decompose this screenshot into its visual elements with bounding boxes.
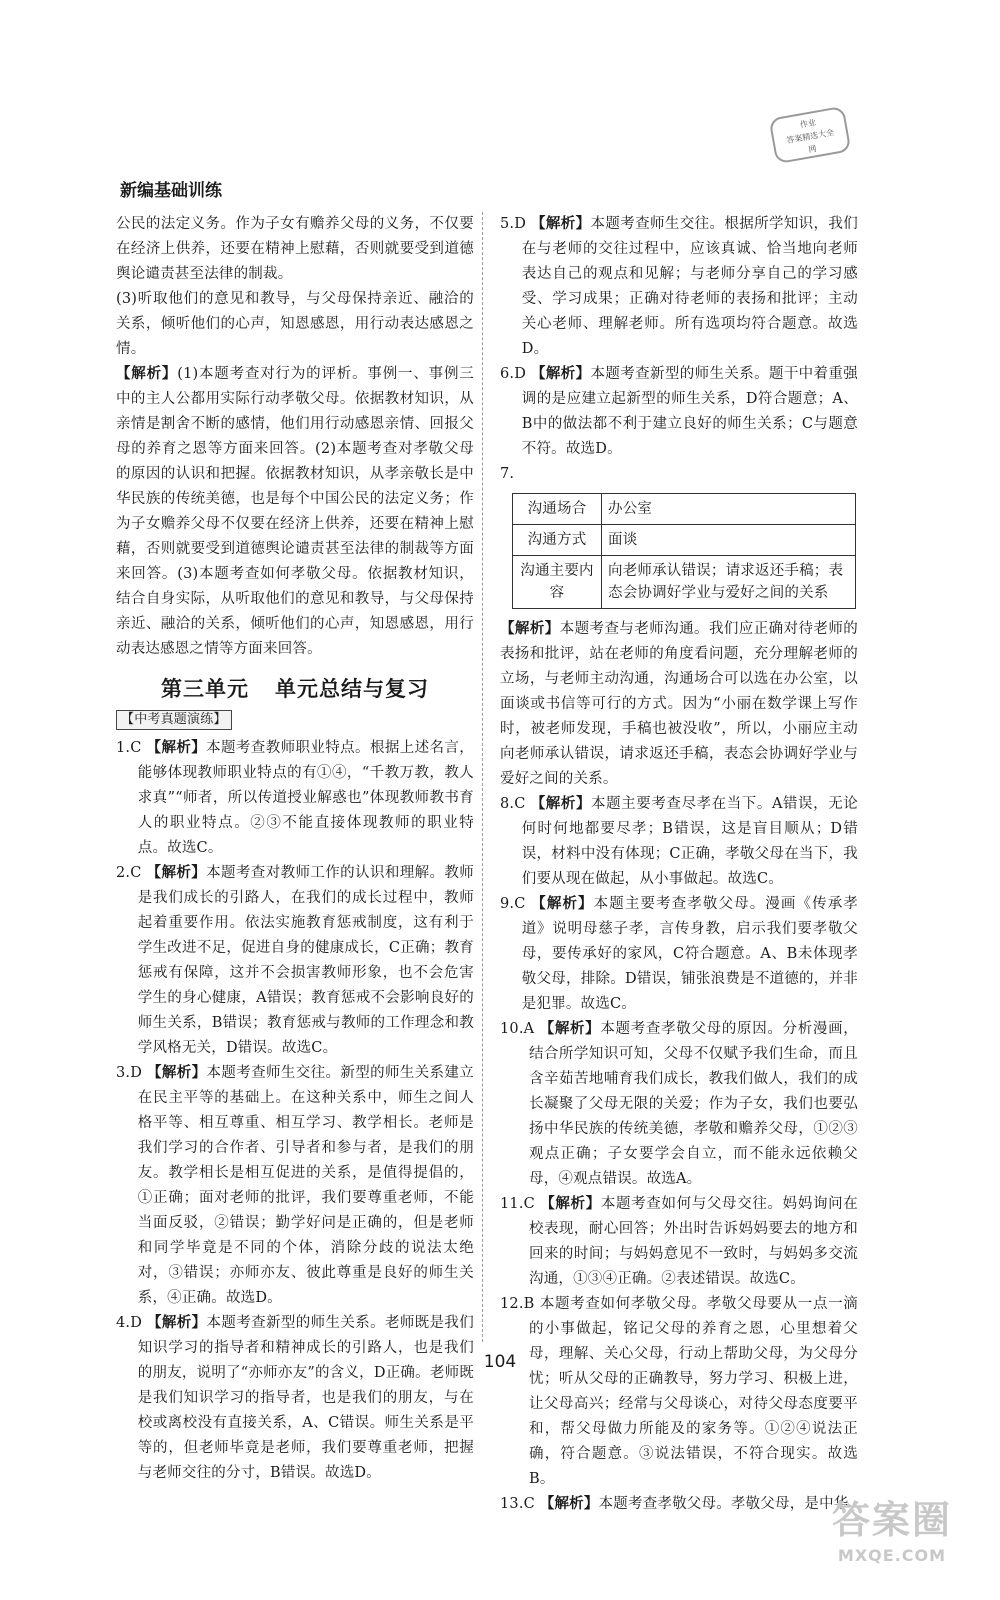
analysis-paragraph xyxy=(116,362,474,662)
answer-continuation: 公民的法定义务。作为子女有赡养父母的义务，不仅要在经济上供养，还要在精神上慰藉，否则就要受到道德舆论谴责甚至法律的制裁。 xyxy=(116,216,474,282)
answer-item: 10.A 【解析】本题考查孝敬父母的原因。分析漫画，结合所学知识可知，父母不仅赋予我们生命，而且含辛茹苦地哺育我们成长，教我们做人，我们的成长凝聚了父母无限的关爱；作为子女，我们也要弘扬中华民族的传统美德，孝敬和赡养父母，①②③观点正确；子女要学会自立，而不能永远依赖父母，④观点错误。故选A。 xyxy=(500,1021,858,1187)
table-key: 沟通主要内容 xyxy=(513,556,602,609)
exam-practice-subheading: 【中考真题演练】 xyxy=(116,710,232,730)
answer-item: 12.B 本题考查如何孝敬父母。孝敬父母要从一点一滴的小事做起，铭记父母的养育之恩，心里想着父母，理解、关心父母，行动上帮助父母，为父母分忧；听从父母的正确教导，努力学习、积极上进，让父母高兴；经常与父母谈心，对待父母态度要平和，帮父母做力所能及的家务等。①②④说法正确，符合题意。③说法错误，不符合现实。故选B。 xyxy=(500,1296,859,1487)
table-value: 办公室 xyxy=(602,494,856,525)
answer-item-7-analysis: 【解析】本题考查与老师沟通。我们应正确对待老师的表扬和批评，站在老师的角度看问题，充分理解老师的立场，与老师主动沟通，沟通场合可以选在办公室，以面谈或书信等可行的方式。因为“小丽在数学课上写作时，被老师发现，手稿也被没收”，所以，小丽应主动向老师承认错误，请求返还手稿，表态会协调好学业与爱好之间的关系。 xyxy=(500,621,858,787)
table-value: 面谈 xyxy=(602,525,856,556)
answer-item: 4.D 【解析】本题考查新型的师生关系。老师既是我们知识学习的指导者和精神成长的引路人，也是我们的朋友，说明了“亦师亦友”的含义，D正确。老师既是我们知识学习的指导者，也是我们的朋友，与在校或离校没有直接关系，A、C错误。师生关系是平等的，但老师毕竟是老师，我们要尊重老师，把握与老师交往的分寸，B错误。故选D。 xyxy=(116,1315,474,1481)
answer-item: 9.C 【解析】本题主要考查孝敬父母。漫画《传承孝道》说明母慈子孝，言传身教，启示我们要孝敬父母，要传承好的家风，C符合题意。A、B未体现孝敬父母，排除。D错误，铺张浪费是不道德的，并非是犯罪。故选C。 xyxy=(500,896,858,1012)
page-number: 104 xyxy=(483,1352,517,1372)
table-row xyxy=(513,556,856,609)
answer-item: 13.C 【解析】本题考查孝敬父母。孝敬父母，是中华 xyxy=(500,1496,849,1512)
table-value: 向老师承认错误；请求返还手稿；表态会协调好学业与爱好之间的关系 xyxy=(602,556,856,609)
table-row xyxy=(513,494,856,525)
communication-table xyxy=(512,493,856,609)
watermark-logo: 答案圈 MXQE.COM xyxy=(831,1498,952,1565)
answer-item: 11.C 【解析】本题考查如何与父母交往。妈妈询问在校表现，耐心回答；外出时告诉妈妈要去的地方和回来的时间；与妈妈意见不一致时，与妈妈多交流沟通，①③④正确。②表述错误。故选C。 xyxy=(500,1196,858,1287)
answer-item: 5.D 【解析】本题考查师生交往。根据所学知识，我们在与老师的交往过程中，应该真诚、恰当地向老师表达自己的观点和见解；与老师分享自己的学习感受、学习成果；正确对待老师的表扬和批评；主动关心老师、理解老师。所有选项均符合题意。故选D。 xyxy=(500,216,858,357)
answer-item: 3.D 【解析】本题考查师生交往。新型的师生关系建立在民主平等的基础上。在这种关系中，师生之间人格平等、相互尊重、相互学习、教学相长。老师是我们学习的合作者、引导者和参与者，是我们的朋友。教学相长是相互促进的关系，是值得提倡的，①正确；面对老师的批评，我们要尊重老师，不能当面反驳，②错误；勤学好问是正确的，但是老师和同学毕竟是不同的个体，消除分歧的说法太绝对，③错误；亦师亦友、彼此尊重是良好的师生关系，④正确。故选D。 xyxy=(116,1065,474,1306)
analysis-text: (1)本题考查对行为的评析。事例一、事例三中的主人公都用实际行动孝敬父母。依据教材知识，从亲情是割舍不断的感情，他们用行动感恩亲情、回报父母的养育之恩等方面来回答。(2)本题考查对孝敬父母的原因的认识和把握。依据教材知识，从孝亲敬长是中华民族的传统美德，也是每个中国公民的法定义务；作为子女赡养父母不仅要在经济上供养，还要在精神上慰藉，否则就要受到道德舆论谴责甚至法律的制裁等方面来回答。(3)本题考查如何孝敬父母。依据教材知识，结合自身实际，从听取他们的意见和教导，与父母保持亲近、融洽的关系，倾听他们的心声，知恩感恩，用行动表达感恩之情等方面来回答。 xyxy=(116,366,474,657)
page-header-title: 新编基础训练 xyxy=(120,181,222,201)
answer-item: 1.C 【解析】本题考查教师职业特点。根据上述名言，能够体现教师职业特点的有①④，“千教万教，教人求真”“师者，所以传道授业解惑也”体现教师教书育人的职业特点。②③不能直接体现教师的职业特点。故选C。 xyxy=(116,740,474,856)
left-column xyxy=(116,212,474,1486)
answer-part-3: (3)听取他们的意见和教导，与父母保持亲近、融洽的关系，倾听他们的心声，知恩感恩，用行动表达感恩之情。 xyxy=(116,291,474,357)
column-divider xyxy=(482,212,483,1342)
table-key: 沟通场合 xyxy=(513,494,602,525)
answer-item-7-number: 7. xyxy=(500,466,515,482)
answer-item: 2.C 【解析】本题考查对教师工作的认识和理解。教师是我们成长的引路人，在我们的成长过程中，教师起着重要作用。依法实施教育惩戒制度，这有利于学生改进不足，促进自身的健康成长，C正确；教育惩戒有保障，这并不会损害教师形象，也不会危害学生的身心健康，A错误；教育惩戒不会影响良好的师生关系，B错误；教育惩戒与教师的工作理念和教学风格无关，D错误。故选C。 xyxy=(116,865,474,1056)
answer-item: 6.D 【解析】本题考查新型的师生关系。题干中着重强调的是应建立起新型的师生关系，D符合题意；A、B中的做法都不利于建立良好的师生关系；C与题意不符。故选D。 xyxy=(500,366,858,457)
table-key: 沟通方式 xyxy=(513,525,602,556)
section-title: 第三单元 单元总结与复习 xyxy=(161,676,429,701)
answer-item: 8.C 【解析】本题主要考查尽孝在当下。A错误，无论何时何地都要尽孝；B错误，这是盲目顺从；D错误，材料中没有体现；C正确，孝敬父母在当下，我们要从现在做起，从小事做起。故选C。 xyxy=(500,796,858,887)
corner-stamp-logo: 作业 答案精选大全 网 xyxy=(769,106,852,164)
right-column xyxy=(500,212,858,1517)
table-row xyxy=(513,525,856,556)
analysis-tag: 【解析】 xyxy=(116,366,178,382)
